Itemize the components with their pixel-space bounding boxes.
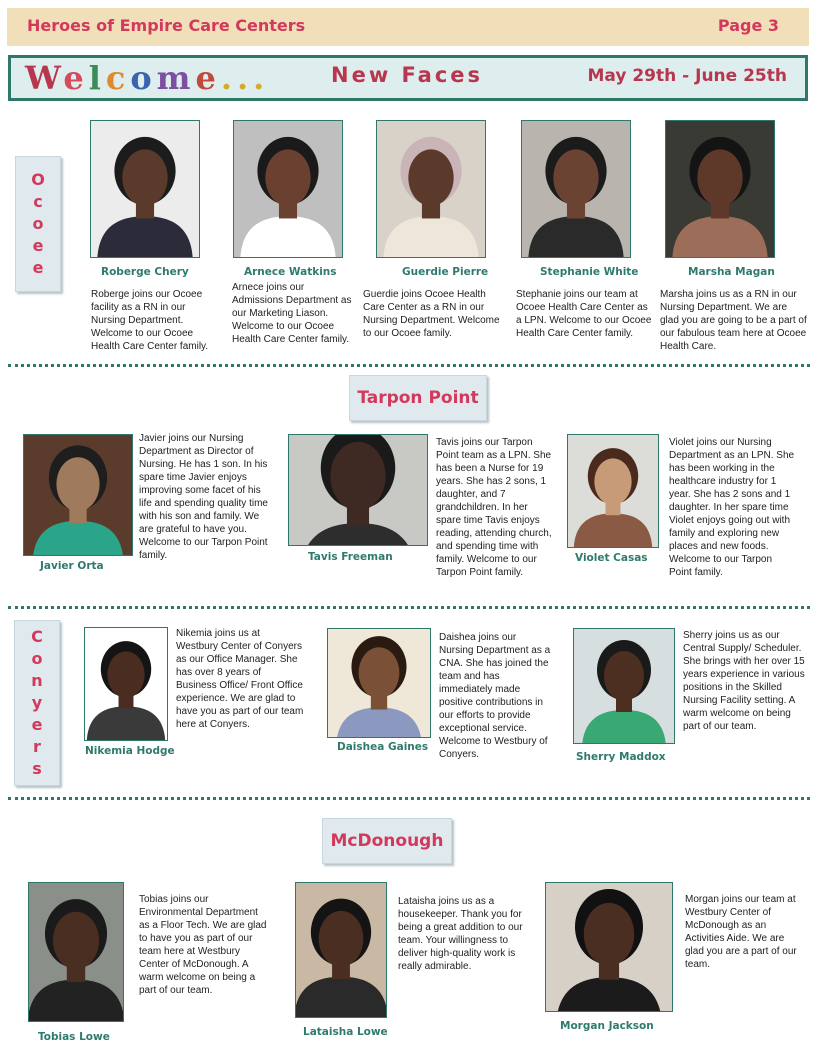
welcome-letter: e — [63, 59, 89, 97]
section-label-letter: y — [31, 693, 43, 712]
section-label-letter: n — [31, 671, 43, 690]
person-bio: Lataisha joins us as a housekeeper. Thank you for being a great addition to our team. Your willingness to deliver high-quality work is really admirable. — [398, 896, 523, 972]
photo-violet-casas — [567, 434, 659, 548]
photo-marsha-magan — [665, 120, 775, 258]
welcome-letter: o — [130, 59, 157, 97]
section-label-conyers — [14, 620, 60, 786]
welcome-letter: l — [88, 59, 106, 97]
portrait-image — [328, 629, 430, 737]
person-bio: Violet joins our Nursing Department as an LPN. She has been working in the healthcare industry for 1 year. She has 2 sons and 1 daughter. In her spare time Violet enjoys going out with family and exploring new places and new foods. Welcome to our Tarpon Point family. — [669, 437, 795, 578]
photo-sherry-maddox — [573, 628, 675, 744]
welcome-letter: . — [237, 59, 254, 97]
welcome-letter: c — [105, 59, 131, 97]
person-name: Nikemia Hodge — [85, 745, 175, 757]
person-name: Guerdie Pierre — [402, 266, 489, 278]
portrait-image — [666, 121, 774, 257]
portrait-image — [546, 883, 672, 1011]
portrait-image — [234, 121, 342, 257]
section-label-letter: O — [31, 170, 45, 189]
date-range: May 29th - June 25th — [587, 66, 787, 86]
section-label-letter: o — [32, 214, 44, 233]
photo-stephanie-white — [521, 120, 631, 258]
person-bio: Guerdie joins Ocoee Health Care Center as a RN in our Nursing Department. Welcome to our Ocoee family. — [363, 289, 500, 339]
section-divider — [8, 797, 810, 800]
person-name: Marsha Magan — [688, 266, 775, 278]
photo-morgan-jackson — [545, 882, 673, 1012]
person-bio: Tavis joins our Tarpon Point team as a LPN. She has been a Nurse for 19 years. She has 2 sons, 1 daughter, and 7 grandchildren. In her spare time Tavis enjoys reading, attending church, and spending time with family. Welcome to our Tarpon Point family. — [436, 437, 552, 578]
section-label-letter: e — [32, 236, 44, 255]
section-label-tarpon-point: Tarpon Point — [349, 375, 487, 421]
person-name: Daishea Gaines — [337, 741, 429, 753]
photo-nikemia-hodge — [84, 627, 168, 741]
welcome-letter: m — [156, 59, 196, 97]
portrait-image — [289, 435, 427, 545]
person-name: Tobias Lowe — [38, 1031, 110, 1043]
photo-arnece-watkins — [233, 120, 343, 258]
photo-lataisha-lowe — [295, 882, 387, 1018]
newsletter-title: Heroes of Empire Care Centers — [27, 16, 306, 35]
portrait-image — [522, 121, 630, 257]
portrait-image — [377, 121, 485, 257]
person-bio: Roberge joins our Ocoee facility as a RN in our Nursing Department. Welcome to our Ocoee Health Care Center family. — [91, 289, 209, 352]
new-faces-heading: New Faces — [331, 63, 484, 87]
person-bio: Tobias joins our Environmental Department as a Floor Tech. We are glad to have you as part of our team here at Westbury Center of McDonough. A warm welcome on being a part of our team. — [139, 894, 267, 996]
welcome-letter: e — [195, 59, 221, 97]
person-name: Morgan Jackson — [560, 1020, 654, 1032]
person-name: Javier Orta — [40, 560, 104, 572]
photo-tobias-lowe — [28, 882, 124, 1022]
photo-daishea-gaines — [327, 628, 431, 738]
section-label-letter: e — [31, 715, 43, 734]
welcome-letter: W — [25, 59, 64, 97]
portrait-image — [568, 435, 658, 547]
welcome-letter: . — [253, 59, 270, 97]
section-divider — [8, 364, 810, 367]
person-name: Roberge Chery — [101, 266, 189, 278]
person-bio: Arnece joins our Admissions Department as our Marketing Liason. Welcome to our Ocoee Health Care Center family. — [232, 282, 352, 345]
person-name: Violet Casas — [575, 552, 648, 564]
photo-tavis-freeman — [288, 434, 428, 546]
portrait-image — [29, 883, 123, 1021]
person-name: Lataisha Lowe — [303, 1026, 388, 1038]
welcome-heading — [25, 58, 269, 98]
person-bio: Nikemia joins us at Westbury Center of Conyers as our Office Manager. She has over 8 years of Business Office/ Front Office experience. We are glad to have you as part of our team here at Conyers. — [176, 628, 304, 730]
section-divider — [8, 606, 810, 609]
section-label-letter: C — [31, 627, 43, 646]
person-bio: Javier joins our Nursing Department as Director of Nursing. He has 1 son. In his spare time Javier enjoys improving some facet of his life and spending quality time with his son and family. We are grateful to have you. Welcome to our Tarpon Point family. — [139, 433, 268, 561]
section-label-letter: e — [32, 258, 44, 277]
section-label-letter: o — [31, 649, 43, 668]
person-name: Stephanie White — [540, 266, 639, 278]
person-bio: Morgan joins our team at Westbury Center of McDonough as an Activities Aide. We are glad you are a part of our team. — [685, 894, 797, 970]
page-number: Page 3 — [717, 16, 779, 35]
person-bio: Marsha joins us as a RN in our Nursing Department. We are glad you are going to be a part of our fabulous team here at Ocoee Health Care. — [660, 289, 807, 352]
person-name: Arnece Watkins — [244, 266, 337, 278]
section-label-letter: r — [33, 737, 41, 756]
header-bar — [7, 8, 809, 46]
welcome-banner — [8, 55, 808, 101]
person-bio: Sherry joins us as our Central Supply/ Scheduler. She brings with her over 15 years experience in various positions in the Skilled Nursing Facility setting. A warm welcome on being part of our team. — [683, 630, 805, 732]
section-label-letter: s — [32, 759, 42, 778]
section-label-ocoee — [15, 156, 61, 292]
person-bio: Daishea joins our Nursing Department as a CNA. She has joined the team and has immediately made positive contributions in our efforts to provide exceptional service. Welcome to Westbury of Conyers. — [439, 632, 551, 760]
portrait-image — [91, 121, 199, 257]
section-label-letter: c — [33, 192, 43, 211]
portrait-image — [574, 629, 674, 743]
portrait-image — [296, 883, 386, 1017]
photo-roberge-chery — [90, 120, 200, 258]
photo-guerdie-pierre — [376, 120, 486, 258]
person-bio: Stephanie joins our team at Ocoee Health Care Center as a LPN. Welcome to our Ocoee Health Care Center family. — [516, 289, 652, 339]
portrait-image — [24, 435, 132, 555]
person-name: Sherry Maddox — [576, 751, 666, 763]
portrait-image — [85, 628, 167, 740]
person-name: Tavis Freeman — [308, 551, 393, 563]
section-label-mcdonough: McDonough — [322, 818, 452, 864]
welcome-letter: . — [220, 59, 238, 97]
photo-javier-orta — [23, 434, 133, 556]
